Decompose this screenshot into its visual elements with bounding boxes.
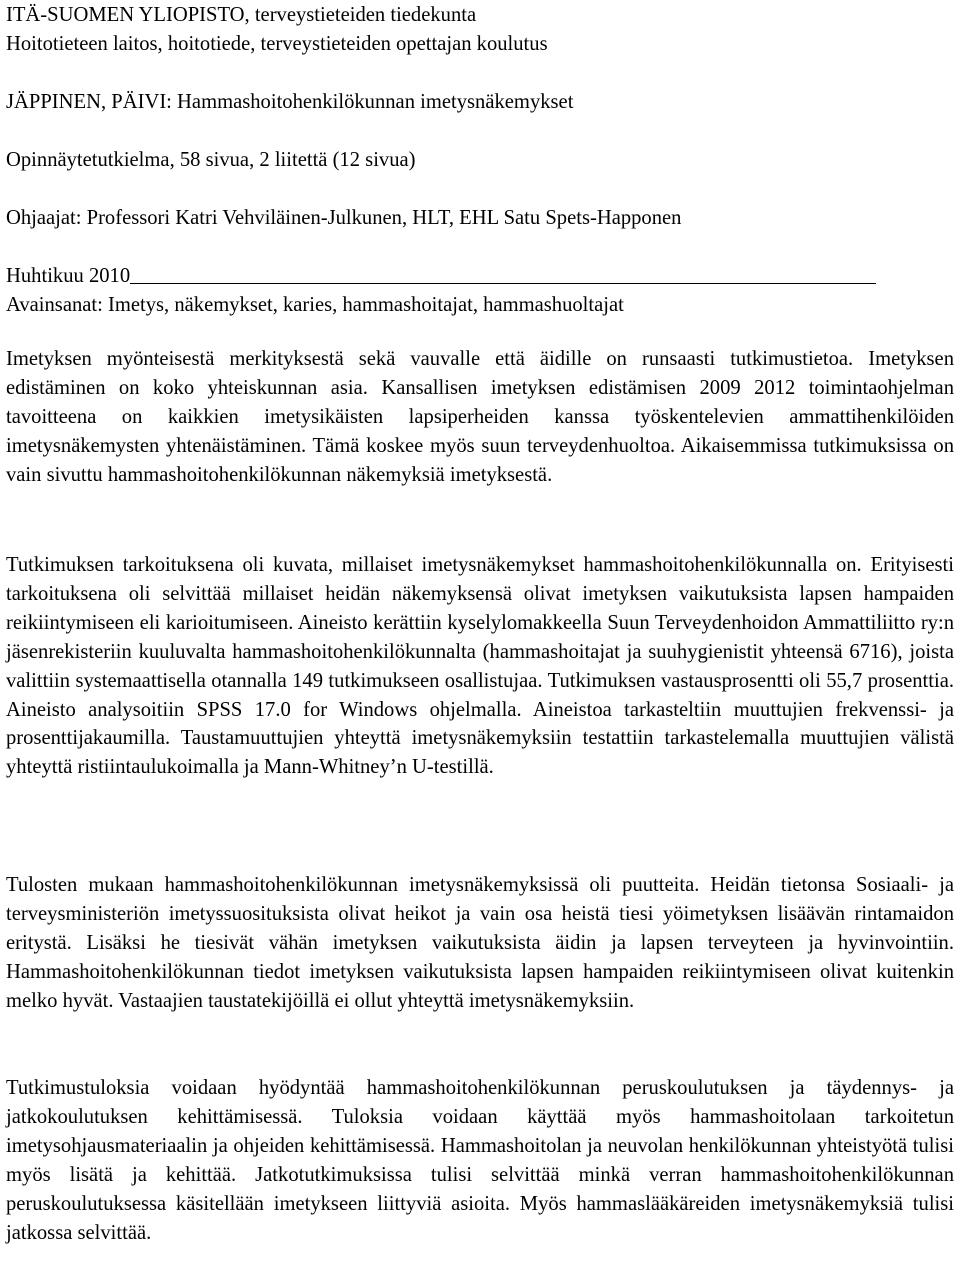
- underline-rule: [130, 283, 876, 284]
- supervisors-line: Ohjaajat: Professori Katri Vehviläinen-Julkunen, HLT, EHL Satu Spets-Happonen: [6, 207, 682, 229]
- date-text: Huhtikuu 2010: [6, 265, 131, 287]
- date-line: [6, 264, 876, 288]
- keywords-line: Avainsanat: Imetys, näkemykset, karies, hammashoitajat, hammashuoltajat: [6, 294, 624, 316]
- abstract-paragraph-results: Tulosten mukaan hammashoitohenkilökunnan imetysnäkemyksissä oli puutteita. Heidän tietonsa Sosiaali- ja terveysministeriön imetyssuosituksista olivat heikot ja vain osa heistä tiesi yöimetyksen lisäävän rintamaidon eritystä. Lisäksi he tiesivät vähän imetyksen vaikutuksista äidin ja lapsen terveyteen ja hyvinvointiin. Hammashoitohenkilökunnan tiedot imetyksen vaikutuksista lapsen hampaiden reikiintymiseen olivat kuitenkin melko hyvät. Vastaajien taustatekijöillä ei ollut yhteyttä imetysnäkemyksiin.: [6, 874, 954, 1012]
- department-line: Hoitotieteen laitos, hoitotiede, terveystieteiden opettajan koulutus: [6, 33, 548, 55]
- abstract-paragraph-methods: Tutkimuksen tarkoituksena oli kuvata, millaiset imetysnäkemykset hammashoitohenkilökunnalla on. Erityisesti tarkoituksena oli selvittää millaiset heidän näkemyksensä olivat imetyksen vaikutuksista lapsen hampaiden reikiintymiseen eli karioitumiseen. Aineisto kerättiin kyselylomakkeella Suun Terveydenhoidon Ammattiliitto ry:n jäsenrekisteriin kuuluvalta hammashoitohenkilökunnalta (hammashoitajat ja suuhygienistit yhteensä 6716), joista valittiin systemaattisella otannalla 149 tutkimukseen osallistujaa. Tutkimuksen vastausprosentti oli 55,7 prosenttia. Aineisto analysoitiin SPSS 17.0 for Windows ohjelmalla. Aineistoa tarkasteltiin muuttujien frekvenssi- ja prosenttijakaumilla. Taustamuuttujien yhteyttä imetysnäkemyksiin testattiin tarkastelemalla muuttujien välistä yhteyttä ristiintaulukoimalla ja Mann-Whitney’n U-testillä.: [6, 554, 954, 779]
- author-title-line: JÄPPINEN, PÄIVI: Hammashoitohenkilökunnan imetysnäkemykset: [6, 91, 574, 113]
- thesis-info-line: Opinnäytetutkielma, 58 sivua, 2 liitettä (12 sivua): [6, 149, 416, 171]
- abstract-paragraph-background: Imetyksen myönteisestä merkityksestä sekä vauvalle että äidille on runsaasti tutkimustietoa. Imetyksen edistäminen on koko yhteiskunnan asia. Kansallisen imetyksen edistämisen 2009 2012 toimintaohjelman tavoitteena on kaikkien imetysikäisten lapsiperheiden kanssa työskentelevien ammattihenkilöiden imetysnäkemysten yhtenäistäminen. Tämä koskee myös suun terveydenhuoltoa. Aikaisemmissa tutkimuksissa on vain sivuttu hammashoitohenkilökunnan näkemyksiä imetyksestä.: [6, 348, 954, 486]
- abstract-paragraph-conclusions: Tutkimustuloksia voidaan hyödyntää hammashoitohenkilökunnan peruskoulutuksen ja täydennys- ja jatkokoulutuksen kehittämisessä. Tuloksia voidaan käyttää myös hammashoitolaan tarkoitetun imetysohjausmateriaalin ja ohjeiden kehittämisessä. Hammashoitolan ja neuvolan henkilökunnan yhteistyötä tulisi myös lisätä ja kehittää. Jatkotutkimuksissa tulisi selvittää minkä verran hammashoitohenkilökunnan peruskoulutuksessa käsitellään imetykseen liittyviä asioita. Myös hammaslääkäreiden imetysnäkemyksiä tulisi jatkossa selvittää.: [6, 1077, 954, 1244]
- university-line: ITÄ-SUOMEN YLIOPISTO, terveystieteiden tiedekunta: [6, 4, 477, 26]
